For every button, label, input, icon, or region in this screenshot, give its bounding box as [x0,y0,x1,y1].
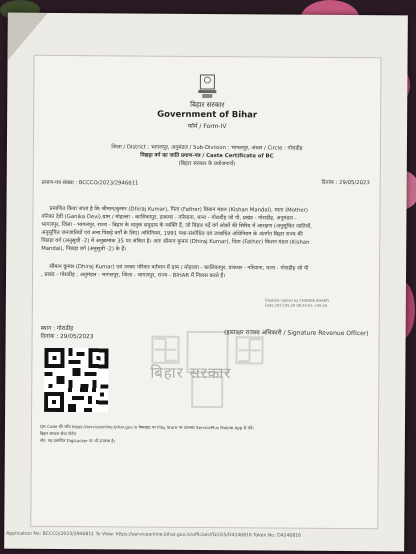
form-number: फॉर्म / Form-IV [187,122,227,131]
government-title: Government of Bihar [157,109,258,121]
qr-note: नोट: यह प्रमाणित DigiLocker पर भी उपलब्ध है। [39,437,115,444]
watermark-text: बिहार सरकार [150,363,232,383]
body-line: भागलपुर, जिला - भागलपुर, राज्य - बिहार के धानुक समुदाय के व्यक्ति हैं, जो बिहार पर्दे वर्ग लोकों की सिरिय में आरक्षण (अनुसूचित जातियों, [41,221,312,230]
body-line: Mandal), पिछड़ा वर्ग (अनुसूची -2) के हैं। [41,245,127,253]
body-line: गनिका देवी (Ganika Devi),ग्राम / मोहल्ला - कालिकापुर, डाकघर - नरियाना, थाना - गोराडीह जो पी, प्रखंड - गोराडीह, अनुमंडल - [41,213,297,222]
residence-line: श्रीमान कुमार (Dhiraj Kumar) एवं उनका परिवार वर्तमान में ग्राम / मोहल्ला - कालिकापुर, डाकघर - नरियाना, थाना - गोराडीह जो पी [49,263,309,272]
certificate-subtitle: (बिहार सरकार के प्रयोजनार्थ) [178,160,236,168]
emblem-icon [194,71,220,101]
signature-date: Date:2023.05.29 08:30:53 +05:30 [264,303,328,308]
certificate-number: प्रमाण-पत्र संख्या : BCCCO/2023/2946811 [41,179,139,187]
certificate-frame [30,55,381,529]
signature-date-label: दिनांक : 29/05/2023 [40,333,94,341]
qr-code [44,348,108,412]
qr-note: QR Code की जाँच https://serviceonline.bihar.gov.in वेबसाइट पर Play Store पर उपलब्ध ServicePlus Mobile App से करें। [39,423,254,431]
paper-fold [8,13,48,61]
officer-signature-label: (हस्ताक्षर राजस्व अधिकारी / Signature Revenue Officer) [224,329,369,338]
body-line: प्रमाणित किया जाता है कि श्रीमान/कुमार (Dhiraj Kumar), पिता (Father) किशन मंडल (Kishan Mandal), माता (Mother) [49,205,308,214]
body-line: अनुसूचित जनजातियों एवं अन्य पिछड़े वर्गों के लिए) अधिनियम, 1991 यथा-संशोधित एवं उपबंधित अधिनियम के अंतर्गत बिहार राज्य की [41,229,303,238]
body-line: पिछड़ा वर्ग (अनुसूची -2) में अनुक्रमांक 35 पर अंकित है। अतः श्रीमान कुमार (Dhiraj Kumar), पिता (Father) किशन मंडल (Kishan [41,237,310,246]
digital-signature [265,298,365,315]
signature-name: Digitally signed by CHANDA BHARTI [264,298,330,303]
place-label: स्थान : गोराडीह [40,325,74,333]
qr-note: बिहार सरकार सेवा पोर्टल [39,430,76,437]
location-line: जिला / District : भागलपुर, अनुमंडल / Sub-Division : भागलपुर, अंचल / Circle : गोराडीह [111,144,303,152]
document-paper [4,13,408,552]
residence-line: , प्रखंड - गोराडीह , अनुमंडल - भागलपुर, जिला - भागलपुर, राज्य - BIHAR में निवास करते हैं। [41,271,226,280]
certificate-title: पिछड़ा वर्ग का जाति प्रमाण-पत्र / Caste Certificate of BC [140,152,274,160]
state-name-hindi: बिहार सरकार [190,100,225,110]
footer-application-info: Application No: BCCCO/2023/2946811 To View: https://serviceonline.bihar.gov.in/officials/fGl/2i5/D4246816 Token No: D4246816 [6,531,302,539]
issue-date: दिनांक : 29/05/2023 [321,179,370,187]
